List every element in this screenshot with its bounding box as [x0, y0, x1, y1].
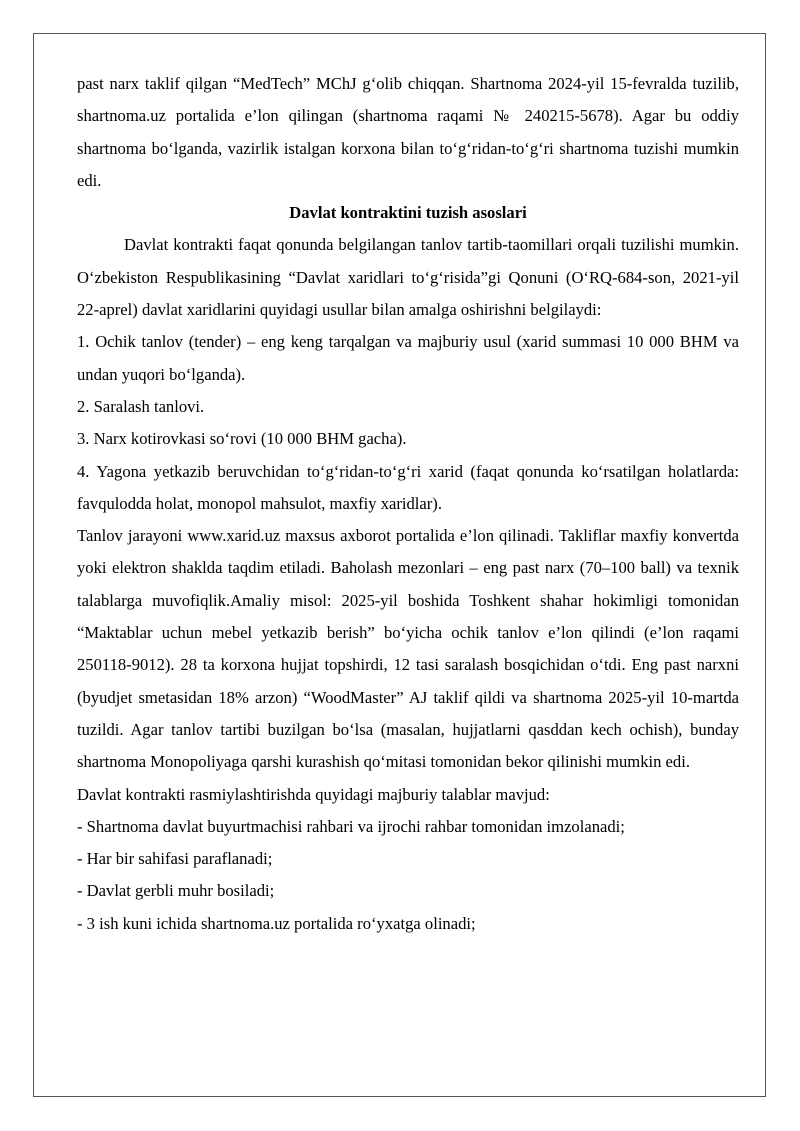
paragraph-requirements: Davlat kontrakti rasmiylashtirishda quyidagi majburiy talablar mavjud:	[77, 784, 550, 804]
document-body	[77, 68, 739, 940]
paragraph-legal-basis: Davlat kontrakti faqat qonunda belgilangan tanlov tartib-taomillari orqali tuzilishi mumkin. O‘zbekiston Respublikasining “Davlat xaridlari to‘g‘risida”gi Qonuni (O‘RQ-684-son, 2021-yil 22-aprel) davlat xaridlarini quyidagi usullar bilan amalga oshirishni belgilaydi:	[77, 235, 739, 320]
bullet-initials: - Har bir sahifasi paraflanadi;	[77, 849, 273, 869]
bullet-seal: - Davlat gerbli muhr bosiladi;	[77, 881, 275, 901]
section-heading: Davlat kontraktini tuzish asoslari	[289, 203, 527, 223]
list-item-open-tender: 1. Ochik tanlov (tender) – eng keng tarqalgan va majburiy usul (xarid summasi 10 000 BHM va undan yuqori bo‘lganda).	[77, 332, 739, 384]
list-item-single-source: 4. Yagona yetkazib beruvchidan to‘g‘ridan-to‘g‘ri xarid (faqat qonunda ko‘rsatilgan holatlarda: favqulodda holat, monopol mahsulot, maxfiy xaridlar).	[77, 461, 739, 513]
list-item-selection: 2. Saralash tanlovi.	[77, 396, 205, 416]
paragraph-tender-process: Tanlov jarayoni www.xarid.uz maxsus axborot portalida e’lon qilinadi. Takliflar maxfiy konvertda yoki elektron shaklda taqdim etiladi. Baholash mezonlari – eng past narx (70–100 ball) va texnik talablarga muvofiqlik.Amaliy misol: 2025-yil boshida Toshkent shahar hokimligi tomonidan “Maktablar uchun mebel yetkazib berish” bo‘yicha ochik tanlov e’lon qilindi (e’lon raqami 250118-9012). 28 ta korxona hujjat topshirdi, 12 tasi saralash bosqichidan o‘tdi. Eng past narxni (byudjet smetasidan 18% arzon) “WoodMaster” AJ taklif qildi va shartnoma 2025-yil 10-martda tuzildi. Agar tanlov tartibi buzilgan bo‘lsa (masalan, hujjatlarni qasddan kech ochish), bunday shartnoma Monopoliyaga qarshi kurashish qo‘mitasi tomonidan bekor qilinishi mumkin edi.	[77, 526, 739, 772]
list-item-price-quotation: 3. Narx kotirovkasi so‘rovi (10 000 BHM gacha).	[77, 429, 407, 449]
bullet-signature: - Shartnoma davlat buyurtmachisi rahbari va ijrochi rahbar tomonidan imzolanadi;	[77, 816, 625, 836]
paragraph-intro: past narx taklif qilgan “MedTech” MChJ g‘olib chiqqan. Shartnoma 2024-yil 15-fevralda tuzilib, shartnoma.uz portalida e’lon qilingan (shartnoma raqami № 240215-5678). Agar bu oddiy shartnoma bo‘lganda, vazirlik istalgan korxona bilan to‘g‘ridan-to‘g‘ri shartnoma tuzishi mumkin edi.	[77, 74, 739, 190]
bullet-registration: - 3 ish kuni ichida shartnoma.uz portalida ro‘yxatga olinadi;	[77, 913, 476, 933]
